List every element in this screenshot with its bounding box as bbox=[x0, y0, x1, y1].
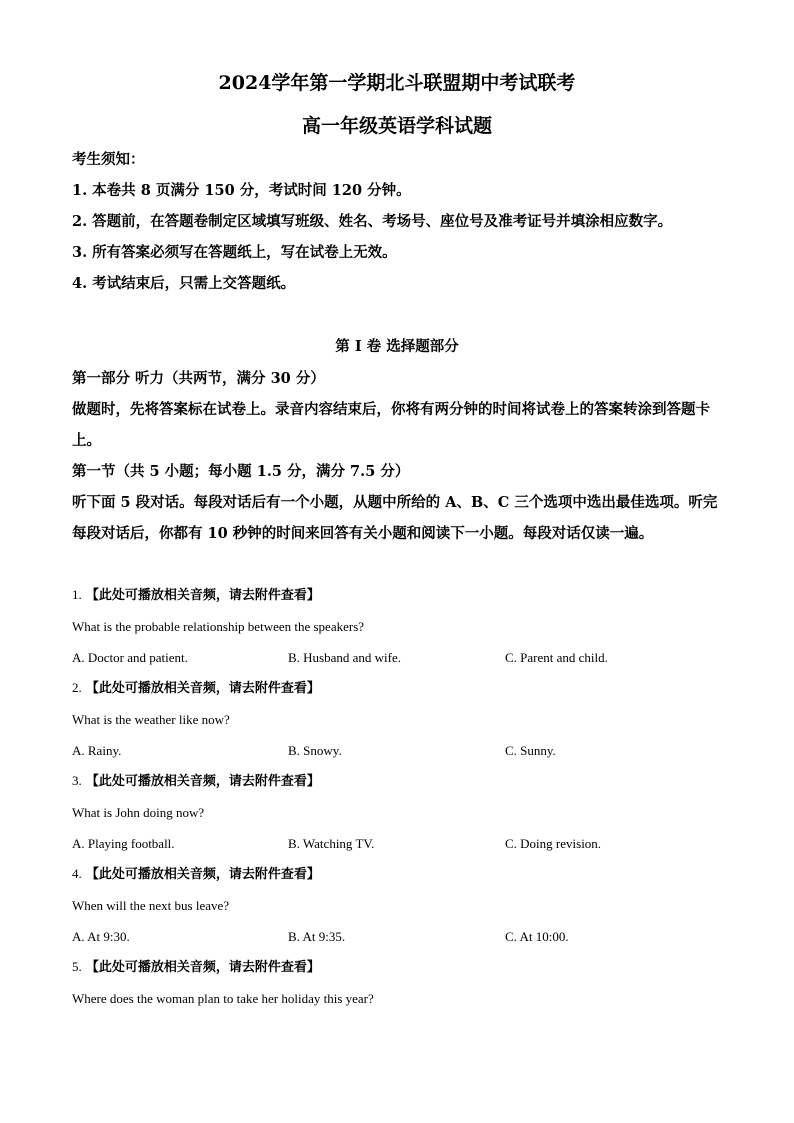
question-stem: What is John doing now? bbox=[72, 805, 205, 820]
question-stem: Where does the woman plan to take her holiday this year? bbox=[72, 991, 374, 1006]
option-c: C. Doing revision. bbox=[505, 836, 602, 851]
question-number: 4. bbox=[72, 866, 82, 881]
option-b: B. Watching TV. bbox=[288, 836, 375, 851]
question-number: 5. bbox=[72, 959, 82, 974]
notes-item: 4. 考试结束后，只需上交答题纸。 bbox=[72, 275, 296, 292]
option-b: B. Husband and wife. bbox=[288, 650, 402, 665]
question-number: 1. bbox=[72, 587, 82, 602]
option-a: A. Doctor and patient. bbox=[72, 650, 188, 665]
section-title: 第一节（共 5 小题；每小题 1.5 分，满分 7.5 分） bbox=[72, 463, 410, 480]
audio-placeholder[interactable]: 【此处可播放相关音频，请去附件查看】 bbox=[85, 774, 320, 789]
audio-placeholder[interactable]: 【此处可播放相关音频，请去附件查看】 bbox=[85, 960, 320, 975]
notes-item: 2. 答题前，在答题卷制定区域填写班级、姓名、考场号、座位号及准考证号并填涂相应数字。 bbox=[72, 213, 673, 230]
candidate-notes bbox=[72, 144, 722, 299]
listening-part bbox=[72, 363, 722, 549]
question-stem: When will the next bus leave? bbox=[72, 898, 230, 913]
question-number: 2. bbox=[72, 680, 82, 695]
option-a: A. At 9:30. bbox=[72, 929, 130, 944]
notes-item: 1. 本卷共 8 页满分 150 分，考试时间 120 分钟。 bbox=[72, 182, 411, 199]
question-item bbox=[72, 675, 722, 768]
exam-title: 2024学年第一学期北斗联盟期中考试联考 bbox=[218, 72, 576, 94]
question-list bbox=[72, 582, 722, 1047]
option-c: C. Sunny. bbox=[505, 743, 556, 758]
option-c: C. At 10:00. bbox=[505, 929, 569, 944]
option-b: B. Snowy. bbox=[288, 743, 342, 758]
option-a: A. Rainy. bbox=[72, 743, 122, 758]
question-item bbox=[72, 582, 722, 675]
question-number: 3. bbox=[72, 773, 82, 788]
exam-subtitle: 高一年级英语学科试题 bbox=[301, 115, 492, 137]
question-item bbox=[72, 861, 722, 954]
option-c: C. Parent and child. bbox=[505, 650, 608, 665]
question-item bbox=[72, 768, 722, 861]
option-b: B. At 9:35. bbox=[288, 929, 346, 944]
volume-title: 第 I 卷 选择题部分 bbox=[335, 338, 459, 355]
audio-placeholder[interactable]: 【此处可播放相关音频，请去附件查看】 bbox=[85, 867, 320, 882]
question-stem: What is the probable relationship between the speakers? bbox=[72, 619, 365, 634]
part-title: 第一部分 听力（共两节，满分 30 分） bbox=[72, 370, 325, 387]
notes-heading: 考生须知： bbox=[72, 151, 145, 168]
notes-item: 3. 所有答案必须写在答题纸上，写在试卷上无效。 bbox=[72, 244, 397, 261]
part-instruction: 做题时，先将答案标在试卷上。录音内容结束后，你将有两分钟的时间将试卷上的答案转涂到答题卡上。 bbox=[72, 401, 710, 449]
option-a: A. Playing football. bbox=[72, 836, 175, 851]
question-item bbox=[72, 954, 722, 1047]
audio-placeholder[interactable]: 【此处可播放相关音频，请去附件查看】 bbox=[85, 588, 320, 603]
section-instruction: 听下面 5 段对话。每段对话后有一个小题，从题中所给的 A、B、C 三个选项中选出最佳选项。听完每段对话后，你都有 10 秒钟的时间来回答有关小题和阅读下一小题。每段对话仅读一遍。 bbox=[72, 494, 718, 542]
question-stem: What is the weather like now? bbox=[72, 712, 230, 727]
audio-placeholder[interactable]: 【此处可播放相关音频，请去附件查看】 bbox=[85, 681, 320, 696]
